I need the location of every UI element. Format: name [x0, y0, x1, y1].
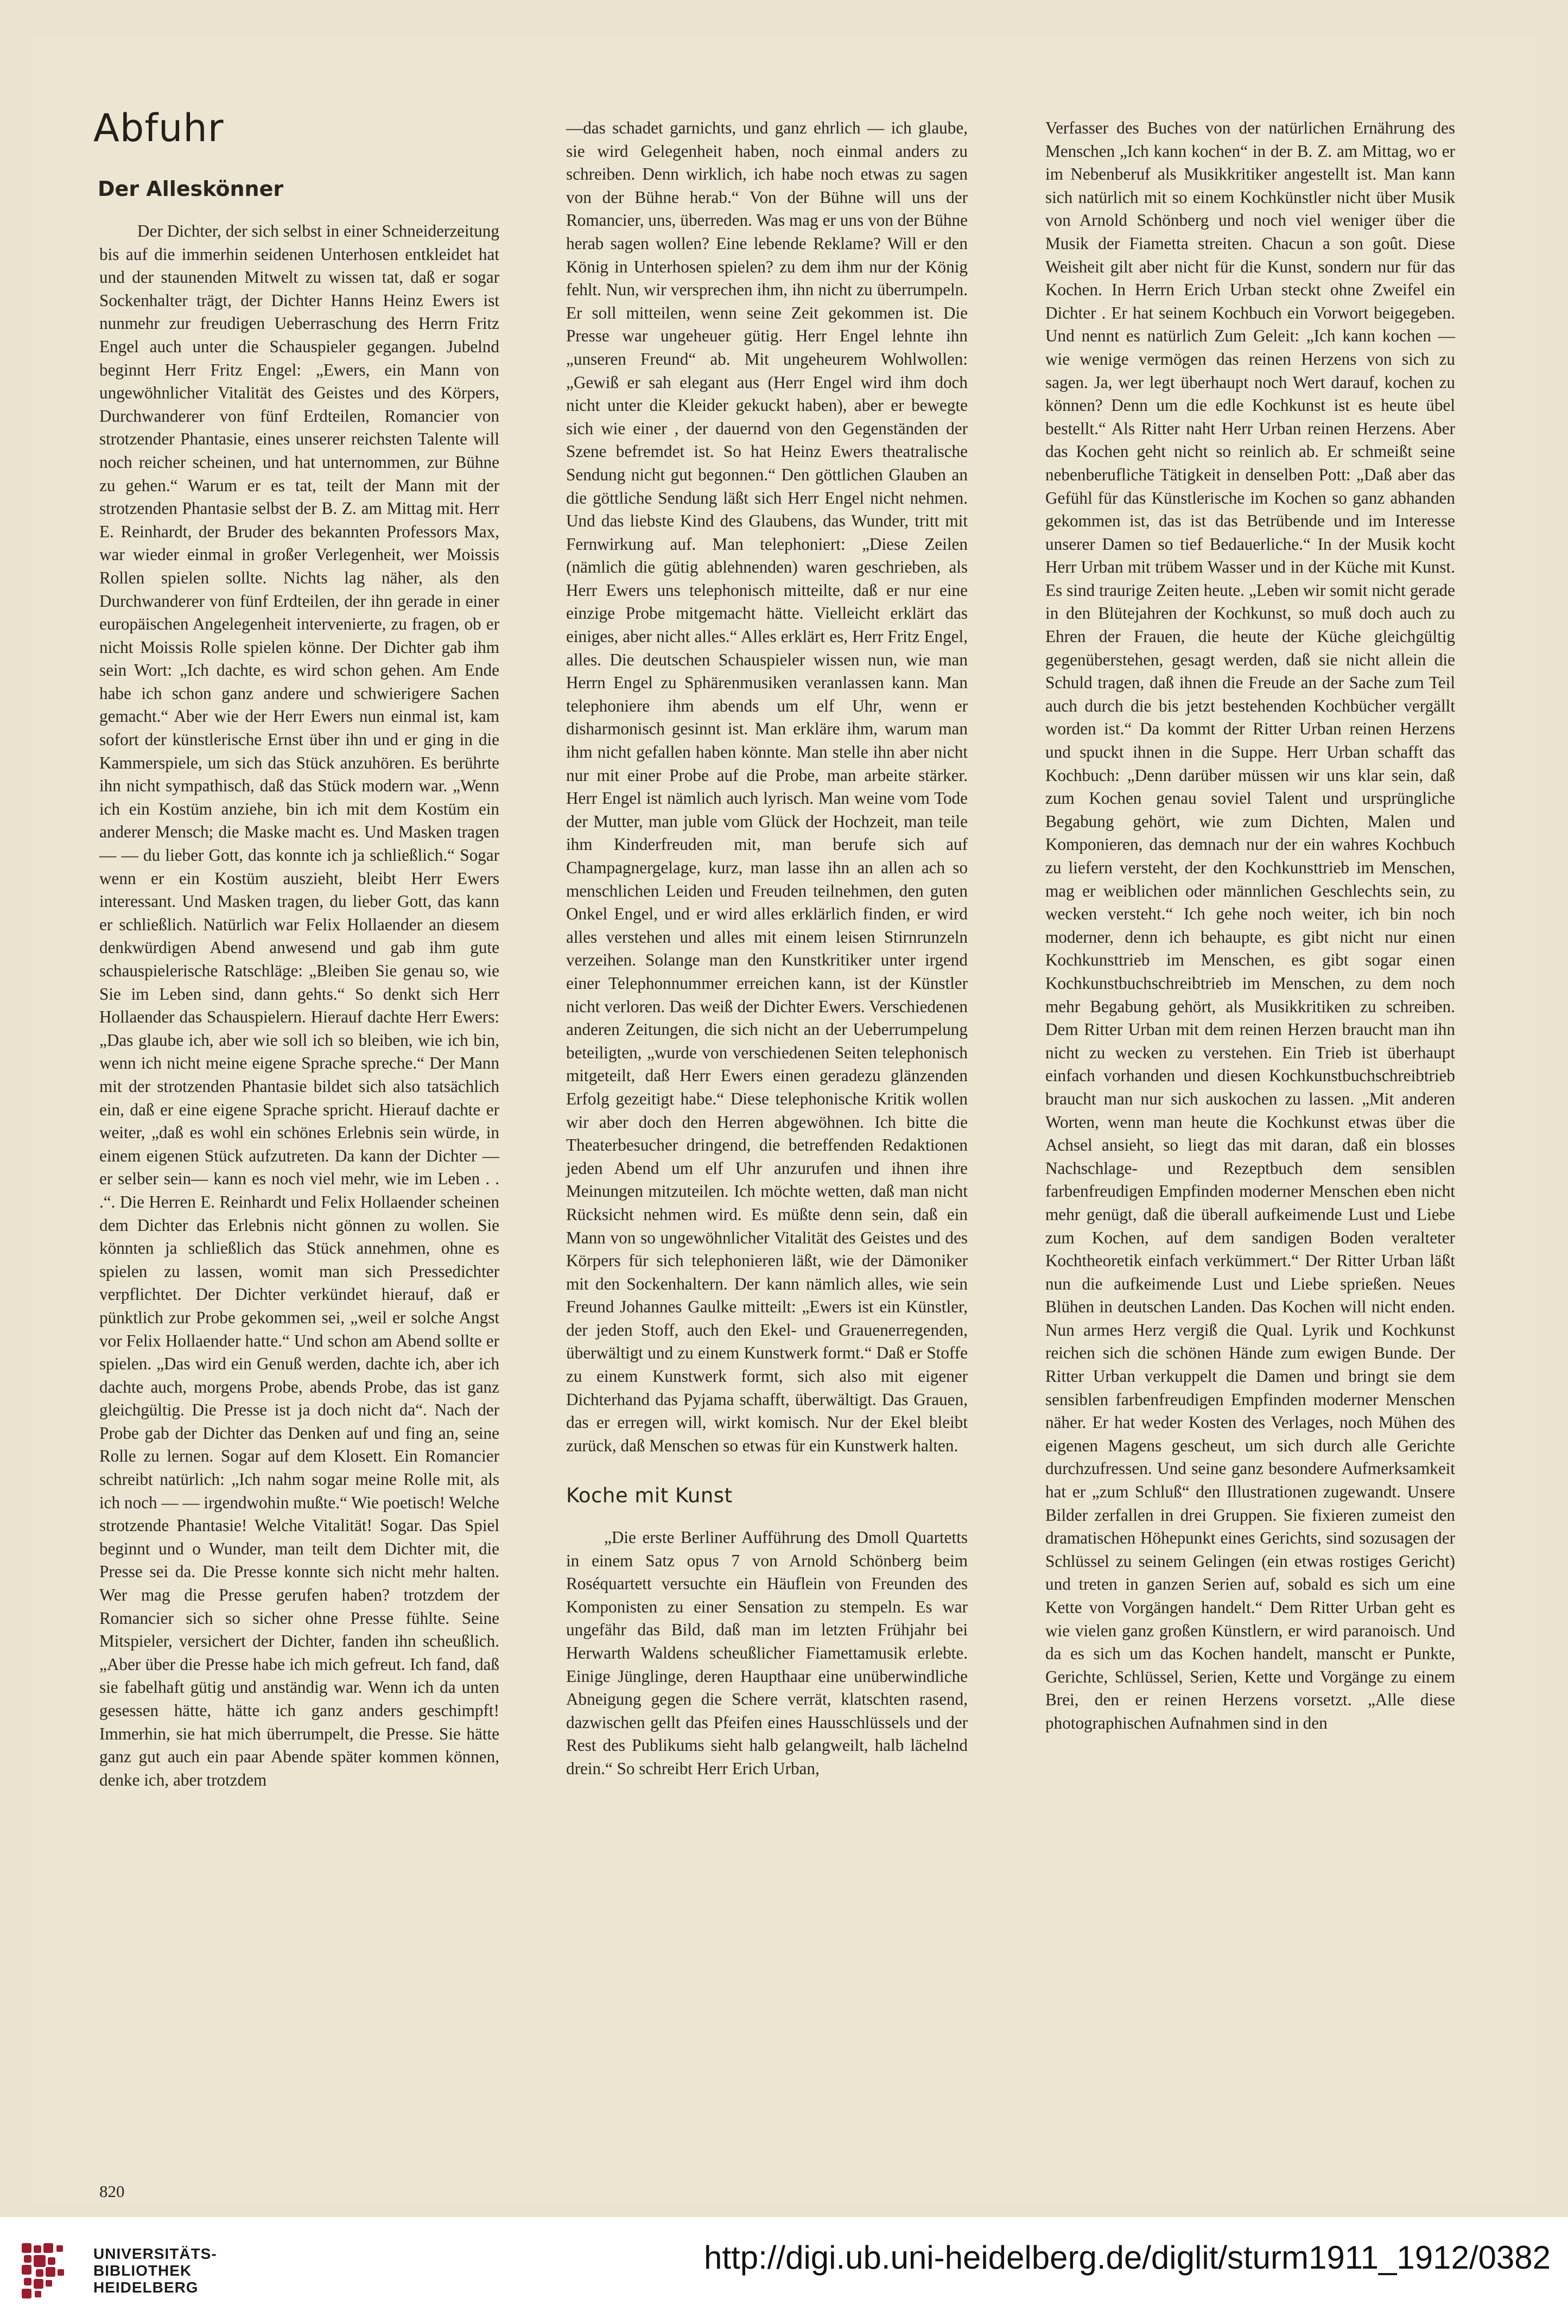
section-heading-koche-mit-kunst: Koche mit Kunst: [566, 1484, 733, 1508]
university-seal-icon: [18, 2240, 81, 2303]
paragraph: Der Dichter, der sich selbst in einer Schneiderzeitung bis auf die immerhin seidenen Unterhosen entkleidet hat und der staunenden Mitwelt zu wissen tat, daß er sogar Sockenhalter trägt, der Dichter Hanns Heinz Ewers ist nunmehr zur freudigen Ueberraschung des Herrn Fritz Engel auch unter die Schauspieler gegangen. Jubelnd beginnt Herr Fritz Engel: „Ewers, ein Mann von ungewöhnlicher Vitalität des Geistes und des Körpers, Durchwanderer von fünf Erdteilen, Romancier von strotzender Phantasie, eines unserer reichsten Talente will noch reicher scheinen, und hat unternommen, zur Bühne zu gehen.“ Warum er es tat, teilt der Mann mit der strotzenden Phantasie selbst der B. Z. am Mittag mit. Herr E. Reinhardt, der Bruder des bekannten Professors Max, war wieder einmal in großer Verlegenheit, wer Moissis Rollen spielen sollte. Nichts lag näher, als den Durchwanderer von fünf Erdteilen, der ihn gerade in einer europäischen Angelegenheit intervenierte, zu fragen, ob er nicht Moissis Rolle spielen könne. Der Dichter gab ihm sein Wort: „Ich dachte, es wird schon gehen. Am Ende habe ich schon ganz andere und schwierigere Sachen gemacht.“ Aber wie der Herr Ewers nun einmal ist, kam sofort der künstlerische Ernst über ihn und er ging in die Kammerspiele, um sich das Stück anzuhören. Es berührte ihn nicht sympathisch, daß das Stück modern war. „Wenn ich ein Kostüm anziehe, bin ich mit dem Kostüm ein anderer Mensch; die Maske macht es. Und Masken tragen — — du lieber Gott, das konnte ich ja schließlich.“ Sogar wenn er ein Kostüm auszieht, bleibt Herr Ewers interessant. Und Masken tragen, du lieber Gott, das kann er schließlich. Natürlich war Felix Hollaender an diesem denkwürdigen Abend anwesend und gab ihm gute schauspielerische Ratschläge: „Bleiben Sie genau so, wie Sie im Leben sind, dann gehts.“ So denkt sich Herr Hollaender das Schauspielern. Hierauf dachte Herr Ewers: „Das glaube ich, aber wie soll ich so bleiben, wie ich bin, wenn ich nicht meine eigene Sprache spreche.“ Der Mann mit der strotzenden Phantasie bildet sich also tatsächlich ein, daß er eine eigene Sprache spricht. Hierauf dachte er weiter, „daß es wohl ein schönes Erlebnis sein würde, in einem eigenen Stück aufzutreten. Da kann der Dichter — er selber sein— kann es noch viel mehr, wie im Leben . . .“. Die Herren E. Reinhardt und Felix Hollaender scheinen dem Dichter das Erlebnis nicht gönnen zu wollen. Sie könnten ja schließlich das Stück annehmen, ohne es spielen zu lassen, womit man sich Pressedichter verpflichtet. Der Dichter verkündet hierauf, daß er pünktlich zur Probe gekommen sei, „weil er solche Angst vor Felix Hollaender hatte.“ Und schon am Abend sollte er spielen. „Das wird ein Genuß werden, dachte ich, aber ich dachte auch, morgens Probe, abends Probe, das ist ganz gleichgültig. Die Presse ist ja doch nicht da“. Nach der Probe gab der Dichter das Denken auf und fing an, seine Rolle zu lernen. Sogar auf dem Klosett. Ein Romancier schreibt natürlich: „Ich nahm sogar meine Rolle mit, als ich noch — — irgendwohin mußte.“ Wie poetisch! Welche strotzende Phantasie! Welche Vitalität! Sogar. Das Spiel beginnt und o Wunder, man teilt dem Dichter mit, die Presse sei da. Die Presse konnte sich nicht mehr halten. Wer mag die Presse gerufen haben? trotzdem der Romancier sich so sicher ohne Presse fühlte. Seine Mitspieler, versichert der Dichter, fanden ihn scheußlich. „Aber über die Presse habe ich mich gefreut. Ich fand, daß sie fabelhaft gütig und anständig war. Wenn ich da unten gesessen hätte, hätte ich ganz anders geschimpft! Immerhin, sie hat mich überrumpelt, die Presse. Sie hätte ganz gut auch ein paar Abende später kommen können, denke ich, aber trotzdem: [99, 221, 499, 1789]
text-column-3: [1045, 117, 1455, 1735]
page-number: 820: [99, 2182, 125, 2201]
library-name-line: HEIDELBERG: [93, 2279, 199, 2296]
library-wordmark: [93, 2245, 217, 2296]
library-name-line: UNIVERSITÄTS-: [93, 2245, 217, 2262]
library-name-line: BIBLIOTHEK: [93, 2262, 192, 2279]
text-column-2: [566, 117, 968, 1781]
digitization-footer: [0, 2217, 1568, 2324]
paragraph: Verfasser des Buches von der natürlichen Ernährung des Menschen „Ich kann kochen“ in der B. Z. am Mittag, wo er im Nebenberuf als Musikkritiker angestellt ist. Man kann sich natürlich mit so einem Kochkünstler nicht über Musik von Arnold Schönberg und noch viel weniger über die Musik der Fiametta streiten. Chacun a son goût. Diese Weisheit gilt aber nicht für die Kunst, sondern nur für das Kochen. In Herrn Erich Urban steckt ohne Zweifel ein Dichter . Er hat seinem Kochbuch ein Vorwort beigegeben. Und nennt es natürlich Zum Geleit: „Ich kann kochen — wie wenige vermögen das reinen Herzens von sich zu sagen. Ja, wer legt überhaupt noch Wert darauf, kochen zu können? Denn um die edle Kochkunst ist es heute übel bestellt.“ Als Ritter naht Herr Urban reinen Herzens. Aber das Kochen geht nicht so reinlich ab. Er schmeißt seine nebenberufliche Tätigkeit in denselben Pott: „Daß aber das Gefühl für das Künstlerische im Kochen so ganz abhanden gekommen ist, das ist das Betrübende und im Interesse unserer Damen so tief Bedauerliche.“ In der Musik kocht Herr Urban mit trübem Wasser und in der Küche mit Kunst. Es sind traurige Zeiten heute. „Leben wir somit nicht gerade in den Blütejahren der Kochkunst, so muß doch auch zu Ehren der Frauen, die heute der Küche gleichgültig gegenüberstehen, gesagt werden, daß sie nicht allein die Schuld tragen, daß ihnen die Freude an der Sache zum Teil auch durch die bis jetzt bestehenden Kochbücher vergällt worden ist.“ Da kommt der Ritter Urban reinen Herzens und spuckt ihnen in die Suppe. Herr Urban schafft das Kochbuch: „Denn darüber müssen wir uns klar sein, daß zum Kochen genau soviel Talent und ursprüngliche Begabung gehört, wie zum Dichten, Malen und Komponieren, das demnach nur der ein wahres Kochbuch zu liefern versteht, der den Kochkunsttrieb im Menschen, mag er weiblichen oder männlichen Geschlechts sein, zu wecken versteht.“ Ich gehe noch weiter, ich bin noch moderner, denn ich behaupte, es gibt nicht nur einen Kochkunsttrieb im Menschen, es gibt sogar einen Kochkunstbuchschreibtrieb im Menschen, zu dem noch mehr Begabung gehört, als Musikkritiken zu schreiben. Dem Ritter Urban mit dem reinen Herzen braucht man ihn nicht zu wecken zu verstehen. Ein Trieb ist überhaupt einfach vorhanden und diesen Kochkunstbuchschreibtrieb braucht man nur sich auskochen zu lassen. „Mit anderen Worten, wenn man heute die Kochkunst etwas über die Achsel ansieht, so liegt das mit daran, daß ein blosses Nachschlage- und Rezeptbuch dem sensiblen farbenfreudigen Empfinden moderner Menschen eben nicht mehr genügt, daß die überall aufkeimende Lust und Liebe zum Kochen, auf dem sandigen Boden veralteter Kochtheoretik einfach verkümmert.“ Der Ritter Urban läßt nun die aufkeimende Lust und Liebe sprießen. Neues Blühen in deutschen Landen. Das Kochen will nicht enden. Nun armes Herz vergiß die Qual. Lyrik und Kochkunst reichen sich die schönen Hände zum ewigen Bunde. Der Ritter Urban verkuppelt die Damen und bringt sie dem sensiblen farbenfreudigen Empfinden moderner Menschen näher. Er hat weder Kosten des Verlages, noch Mühen des eigenen Magens gescheut, um sich durch alle Gerichte durchzufressen. Und seine ganz besondere Aufmerksamkeit hat er „zum Schluß“ den Illustrationen zugewandt. Unsere Bilder zerfallen in drei Gruppen. Sie fixieren zumeist den dramatischen Höhepunkt eines Gerichts, sind sozusagen der Schlüssel zu seinem Gelingen (ein etwas rostiges Gericht) und treten in ganzen Serien auf, sobald es sich um eine Kette von Vorgängen handelt.“ Dem Ritter Urban geht es wie vielen ganz großen Künstlern, er wird paranoisch. Und da es sich um das Kochen handelt, manscht er Punkte, Gerichte, Schlüssel, Serien, Kette und Vorgänge zu einem Brei, den er reinen Herzens vorsetzt. „Alle diese photographischen Aufnahmen sind in den: [1045, 118, 1455, 1732]
section-heading-alleskoenner: Der Alleskönner: [98, 177, 284, 201]
text-column-1: [99, 220, 499, 1792]
article-title: Abfuhr: [93, 106, 224, 150]
source-url-link[interactable]: http://digi.ub.uni-heidelberg.de/diglit/sturm1911_1912/0382: [704, 2239, 1551, 2276]
paragraph: „Die erste Berliner Aufführung des Dmoll Quartetts in einem Satz opus 7 von Arnold Schönberg beim Roséquartett versuchte ein Häuflein von Freunden des Komponisten zu einer Sensation zu stempeln. Es war ungefähr das Bild, daß man im letzten Frühjahr bei Herwarth Waldens scheußlicher Fiamettamusik erlebte. Einige Jünglinge, deren Haupthaar eine unüberwindliche Abneigung gegen die Schere verrät, klatschten rasend, dazwischen gellt das Pfeifen eines Hausschlüssels und der Rest des Publikums sieht halb gelangweilt, halb lächelnd drein.“ So schreibt Herr Erich Urban,: [566, 1528, 968, 1778]
paragraph: —das schadet garnichts, und ganz ehrlich — ich glaube, sie wird Gelegenheit haben, noch einmal anders zu schreiben. Denn wirklich, ich habe noch etwas zu sagen von der Bühne herab.“ Von der Bühne will uns der Romancier, uns, überreden. Was mag er uns von der Bühne herab sagen wollen? Eine lebende Reklame? Will er den König in Unterhosen spielen? zu dem ihm nur der König fehlt. Nun, wir versprechen ihm, ihn nicht zu überrumpeln. Er soll mitteilen, wenn seine Zeit gekommen ist. Die Presse war ungeheuer gütig. Herr Engel lehnte ihn „unseren Freund“ ab. Mit ungeheurem Wohlwollen: „Gewiß er sah elegant aus (Herr Engel wird ihm doch nicht unter die Kleider gekuckt haben), aber er bewegte sich wie einer , der dauernd von den Gegenständen der Szene befremdet ist. So hat Heinz Ewers theatralische Sendung nicht gut begonnen.“ Den göttlichen Glauben an die göttliche Sendung läßt sich Herr Engel nicht nehmen. Und das liebste Kind des Glaubens, das Wunder, tritt mit Fernwirkung auf. Man telephoniert: „Diese Zeilen (nämlich die gütig ablehnenden) waren geschrieben, als Herr Ewers uns telephonisch mitteilte, daß er nur eine einzige Probe mitgemacht hätte. Vielleicht erklärt das einiges, aber nicht alles.“ Alles erklärt es, Herr Fritz Engel, alles. Die deutschen Schauspieler wissen nun, wie man Herrn Engel zu Sphärenmusiken veranlassen kann. Man telephoniere ihm abends um elf Uhr, wenn er disharmonisch gesinnt ist. Man erkläre ihm, warum man ihm nicht gefallen haben könnte. Man stelle ihn aber nicht nur mit einer Probe auf die Probe, man arbeite stärker. Herr Engel ist nämlich auch lyrisch. Man weine vom Tode der Mutter, man juble vom Glück der Hochzeit, man teile ihm Kinderfreuden mit, man berufe sich auf Champagnergelage, kurz, man lasse ihn an allen ach so menschlichen Leiden und Freuden teilnehmen, den guten Onkel Engel, und er wird alles erklärlich finden, er wird alles verstehen und alles mit einem leisen Stirnrunzeln verzeihen. Solange man den Kunstkritiker unter irgend einer Telephonnummer erreichen kann, ist der Künstler nicht verloren. Das weiß der Dichter Ewers. Verschiedenen anderen Zeitungen, die sich nicht an der Ueberrumpelung beteiligten, „wurde von verschiedenen Seiten telephonisch mitgeteilt, daß Herr Ewers einen geradezu glänzenden Erfolg gezeitigt habe.“ Diese telephonische Kritik wollen wir aber doch den Herren abgewöhnen. Ich bitte die Theaterbesucher dringend, die betreffenden Redaktionen jeden Abend um elf Uhr anzurufen und ihnen ihre Meinungen mitzuteilen. Ich möchte wetten, daß man nicht Rücksicht nehmen wird. Es müßte denn sein, daß ein Mann von so ungewöhnlicher Vitalität des Geistes und des Körpers für sich telephonieren läßt, wie der Dämoniker mit den Sockenhaltern. Der kann nämlich alles, wie sein Freund Johannes Gaulke mitteilt: „Ewers ist ein Künstler, der jeden Stoff, auch den Ekel- und Grauenerregenden, überwältigt und zu einem Kunstwerk formt.“ Daß er Stoffe zu einem Kunstwerk formt, sich also mit eigener Dichterhand das Pyjama schafft, überwältigt. Das Grauen, das er erregen will, wirkt komisch. Nur der Ekel bleibt zurück, daß Menschen so etwas für ein Kunstwerk halten.: [566, 118, 968, 1455]
